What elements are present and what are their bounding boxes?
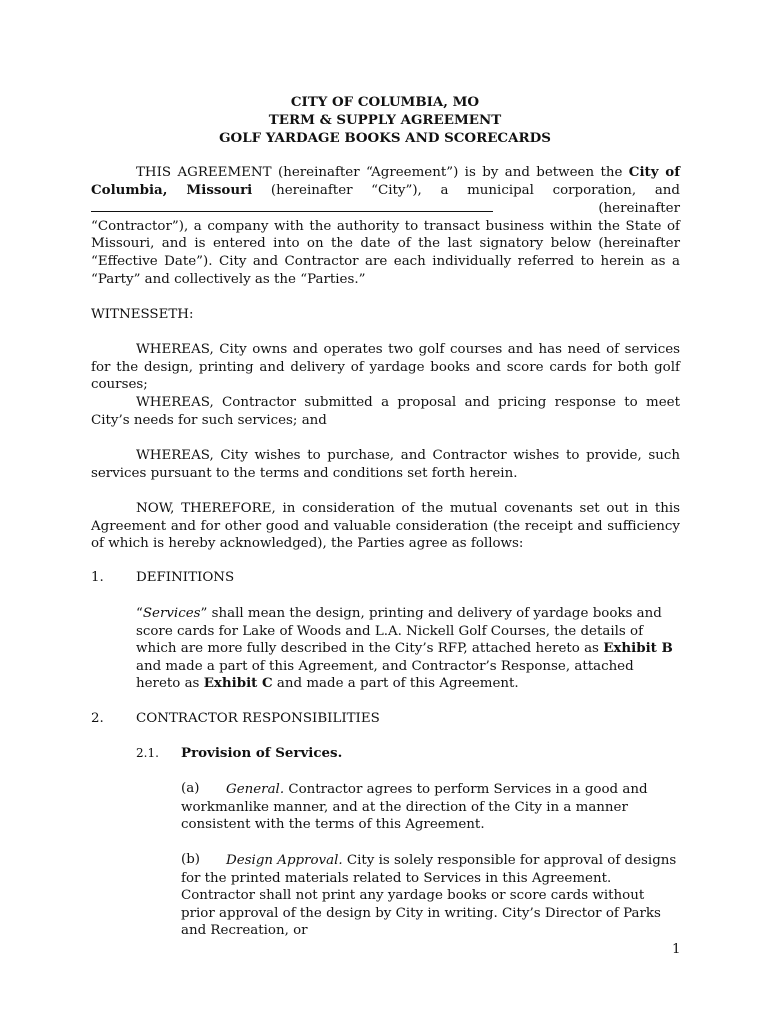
city-name: City of Columbia, Missouri	[91, 164, 680, 198]
item-a-text: General. Contractor agrees to perform Services in a good and workmanlike manner, and at the direction of the City in a manner consistent with the terms of this Agreement.	[181, 782, 648, 833]
now-therefore-paragraph: NOW, THEREFORE, in consideration of the mutual covenants set out in this Agreement and for other good and valuable consideration (the receipt and sufficiency of which is hereby acknowledged), the Parties agree as follows:	[91, 501, 680, 552]
page-number: 1	[672, 942, 681, 957]
contractor-name-blank	[91, 199, 493, 212]
section-2-heading: CONTRACTOR RESPONSIBILITIES	[136, 711, 380, 726]
recital-2: WHEREAS, Contractor submitted a proposal and pricing response to meet City’s needs for such services; and	[91, 395, 680, 428]
item-b-text: Design Approval. City is solely responsible for approval of designs for the printed materials related to Services in this Agreement. Contractor shall not print any yardage books or score cards without prior approval of the design by City in writing. City’s Director of Parks and Recreation, or	[181, 853, 677, 939]
section-1-heading: DEFINITIONS	[136, 570, 235, 585]
doc-title-line2: TERM & SUPPLY AGREEMENT	[268, 112, 502, 128]
item-b-title: Design Approval.	[226, 853, 343, 868]
recital-3: WHEREAS, City wishes to purchase, and Contractor wishes to provide, such services pursuant to the terms and conditions set forth herein.	[91, 448, 680, 481]
doc-title-line1: CITY OF COLUMBIA, MO	[290, 94, 480, 110]
exhibit-c-ref: Exhibit C	[203, 675, 273, 692]
section-2-number: 2.	[91, 711, 104, 726]
witnesseth-heading: WITNESSETH:	[91, 307, 194, 322]
item-a-label: (a)	[181, 781, 200, 796]
services-definition: “Services” shall mean the design, printing and delivery of yardage books and score cards for Lake of Woods and L.A. Nickell Golf Courses, the details of which are more fully described in the City’s RFP, attached hereto as Exhibit B and made a part of this Agreement, and Contractor’s Response, attached hereto as Exhibit C and made a part of this Agreement.	[136, 606, 673, 692]
item-a-title: General.	[226, 782, 285, 797]
recital-1: WHEREAS, City owns and operates two golf courses and has need of services for the design, printing and delivery of yardage books and score cards for both golf courses;	[91, 342, 680, 393]
subsection-2-1-number: 2.1.	[136, 746, 159, 760]
section-1-number: 1.	[91, 570, 104, 585]
services-term: Services	[142, 606, 201, 621]
doc-title-line3: GOLF YARDAGE BOOKS AND SCORECARDS	[219, 130, 551, 146]
exhibit-b-ref: Exhibit B	[603, 640, 673, 657]
intro-paragraph: THIS AGREEMENT (hereinafter “Agreement”) is by and between the City of Columbia, Missouri (hereinafter “City”), a municipal corporation, and (hereinafter “Contractor”), a company with the authority to transact business within the State of Missouri, and is entered into on the date of the last signatory below (hereinafter “Effective Date”). City and Contractor are each individually referred to herein as a “Party” and collectively as the “Parties.”	[91, 164, 680, 287]
subsection-2-1-heading: Provision of Services.	[181, 745, 343, 761]
item-b-label: (b)	[181, 852, 201, 867]
